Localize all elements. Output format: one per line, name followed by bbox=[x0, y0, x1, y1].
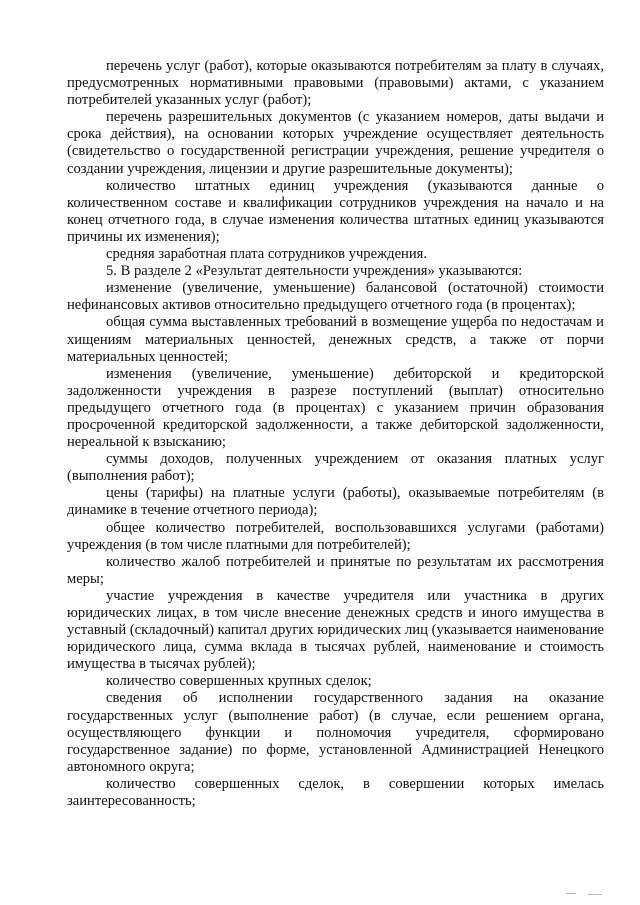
scan-artifact bbox=[566, 893, 576, 894]
paragraph-section-2-heading: 5. В разделе 2 «Результат деятельности учреждения» указываются: bbox=[106, 263, 523, 280]
paragraph-state-assignment: сведения об исполнении государственного задания на оказание государственных услуг (выполнение работ) (в случае, если решением органа, осуществляющего функции и полномочия учредителя, сформировано государственное задание) по форме, установленной Администрацией Ненецкого автономного округа; bbox=[67, 690, 604, 775]
paragraph-prices-tariffs: цены (тарифы) на платные услуги (работы), оказываемые потребителям (в динамике в течение отчетного периода); bbox=[67, 485, 604, 519]
paragraph-complaints: количество жалоб потребителей и принятые по результатам их рассмотрения меры; bbox=[67, 553, 604, 587]
paragraph-paid-services-income: суммы доходов, полученных учреждением от оказания платных услуг (выполнения работ); bbox=[67, 451, 604, 485]
paragraph-staff-count: количество штатных единиц учреждения (указываются данные о количественном составе и квалификации сотрудников учреждения на начало и на конец отчетного года, в случае изменения количества штатных единиц указываются причины их изменения); bbox=[67, 177, 604, 245]
paragraph-permit-documents: перечень разрешительных документов (с указанием номеров, даты выдачи и срока действия), на основании которых учреждение осуществляет деятельность (свидетельство о государственной регистрации учреждения, решение учредителя о создании учреждения, лицензии и другие разрешительные документы); bbox=[67, 109, 604, 177]
paragraph-founder-participation: участие учреждения в качестве учредителя или участника в других юридических лицах, в том числе внесение денежных средств и иного имущества в уставный (складочный) капитал других юридических лиц (указывается наименование юридического лица, сумма вклада в тысячах рублей, наименование и стоимость имущества в тысячах рублей); bbox=[67, 587, 604, 673]
paragraph-paid-services-list: перечень услуг (работ), которые оказываются потребителям за плату в случаях, предусмотренных нормативными правовыми (правовыми) актами, с указанием потребителей указанных услуг (работ); bbox=[67, 58, 604, 109]
paragraph-receivables-payables: изменения (увеличение, уменьшение) дебиторской и кредиторской задолженности учреждения в разрезе поступлений (выплат) относительно предыдущего отчетного года (в процентах) с указанием причин образования просроченной кредиторской задолженности, а также дебиторской задолженности, нереальной к взысканию; bbox=[67, 365, 604, 451]
paragraph-interested-deals: количество совершенных сделок, в совершении которых имелась заинтересованность; bbox=[67, 775, 604, 810]
paragraph-damage-claims: общая сумма выставленных требований в возмещение ущерба по недостачам и хищениям материальных ценностей, денежных средств, а также от порчи материальных ценностей; bbox=[67, 314, 604, 365]
scan-artifact bbox=[588, 894, 602, 895]
paragraph-major-deals: количество совершенных крупных сделок; bbox=[106, 673, 372, 690]
paragraph-consumers-count: общее количество потребителей, воспользовавшихся услугами (работами) учреждения (в том числе платными для потребителей); bbox=[67, 519, 604, 553]
document-body bbox=[67, 58, 604, 810]
paragraph-average-salary: средняя заработная плата сотрудников учреждения. bbox=[106, 246, 428, 263]
paragraph-asset-value-change: изменение (увеличение, уменьшение) балансовой (остаточной) стоимости нефинансовых активов относительно предыдущего отчетного года (в процентах); bbox=[67, 280, 604, 314]
